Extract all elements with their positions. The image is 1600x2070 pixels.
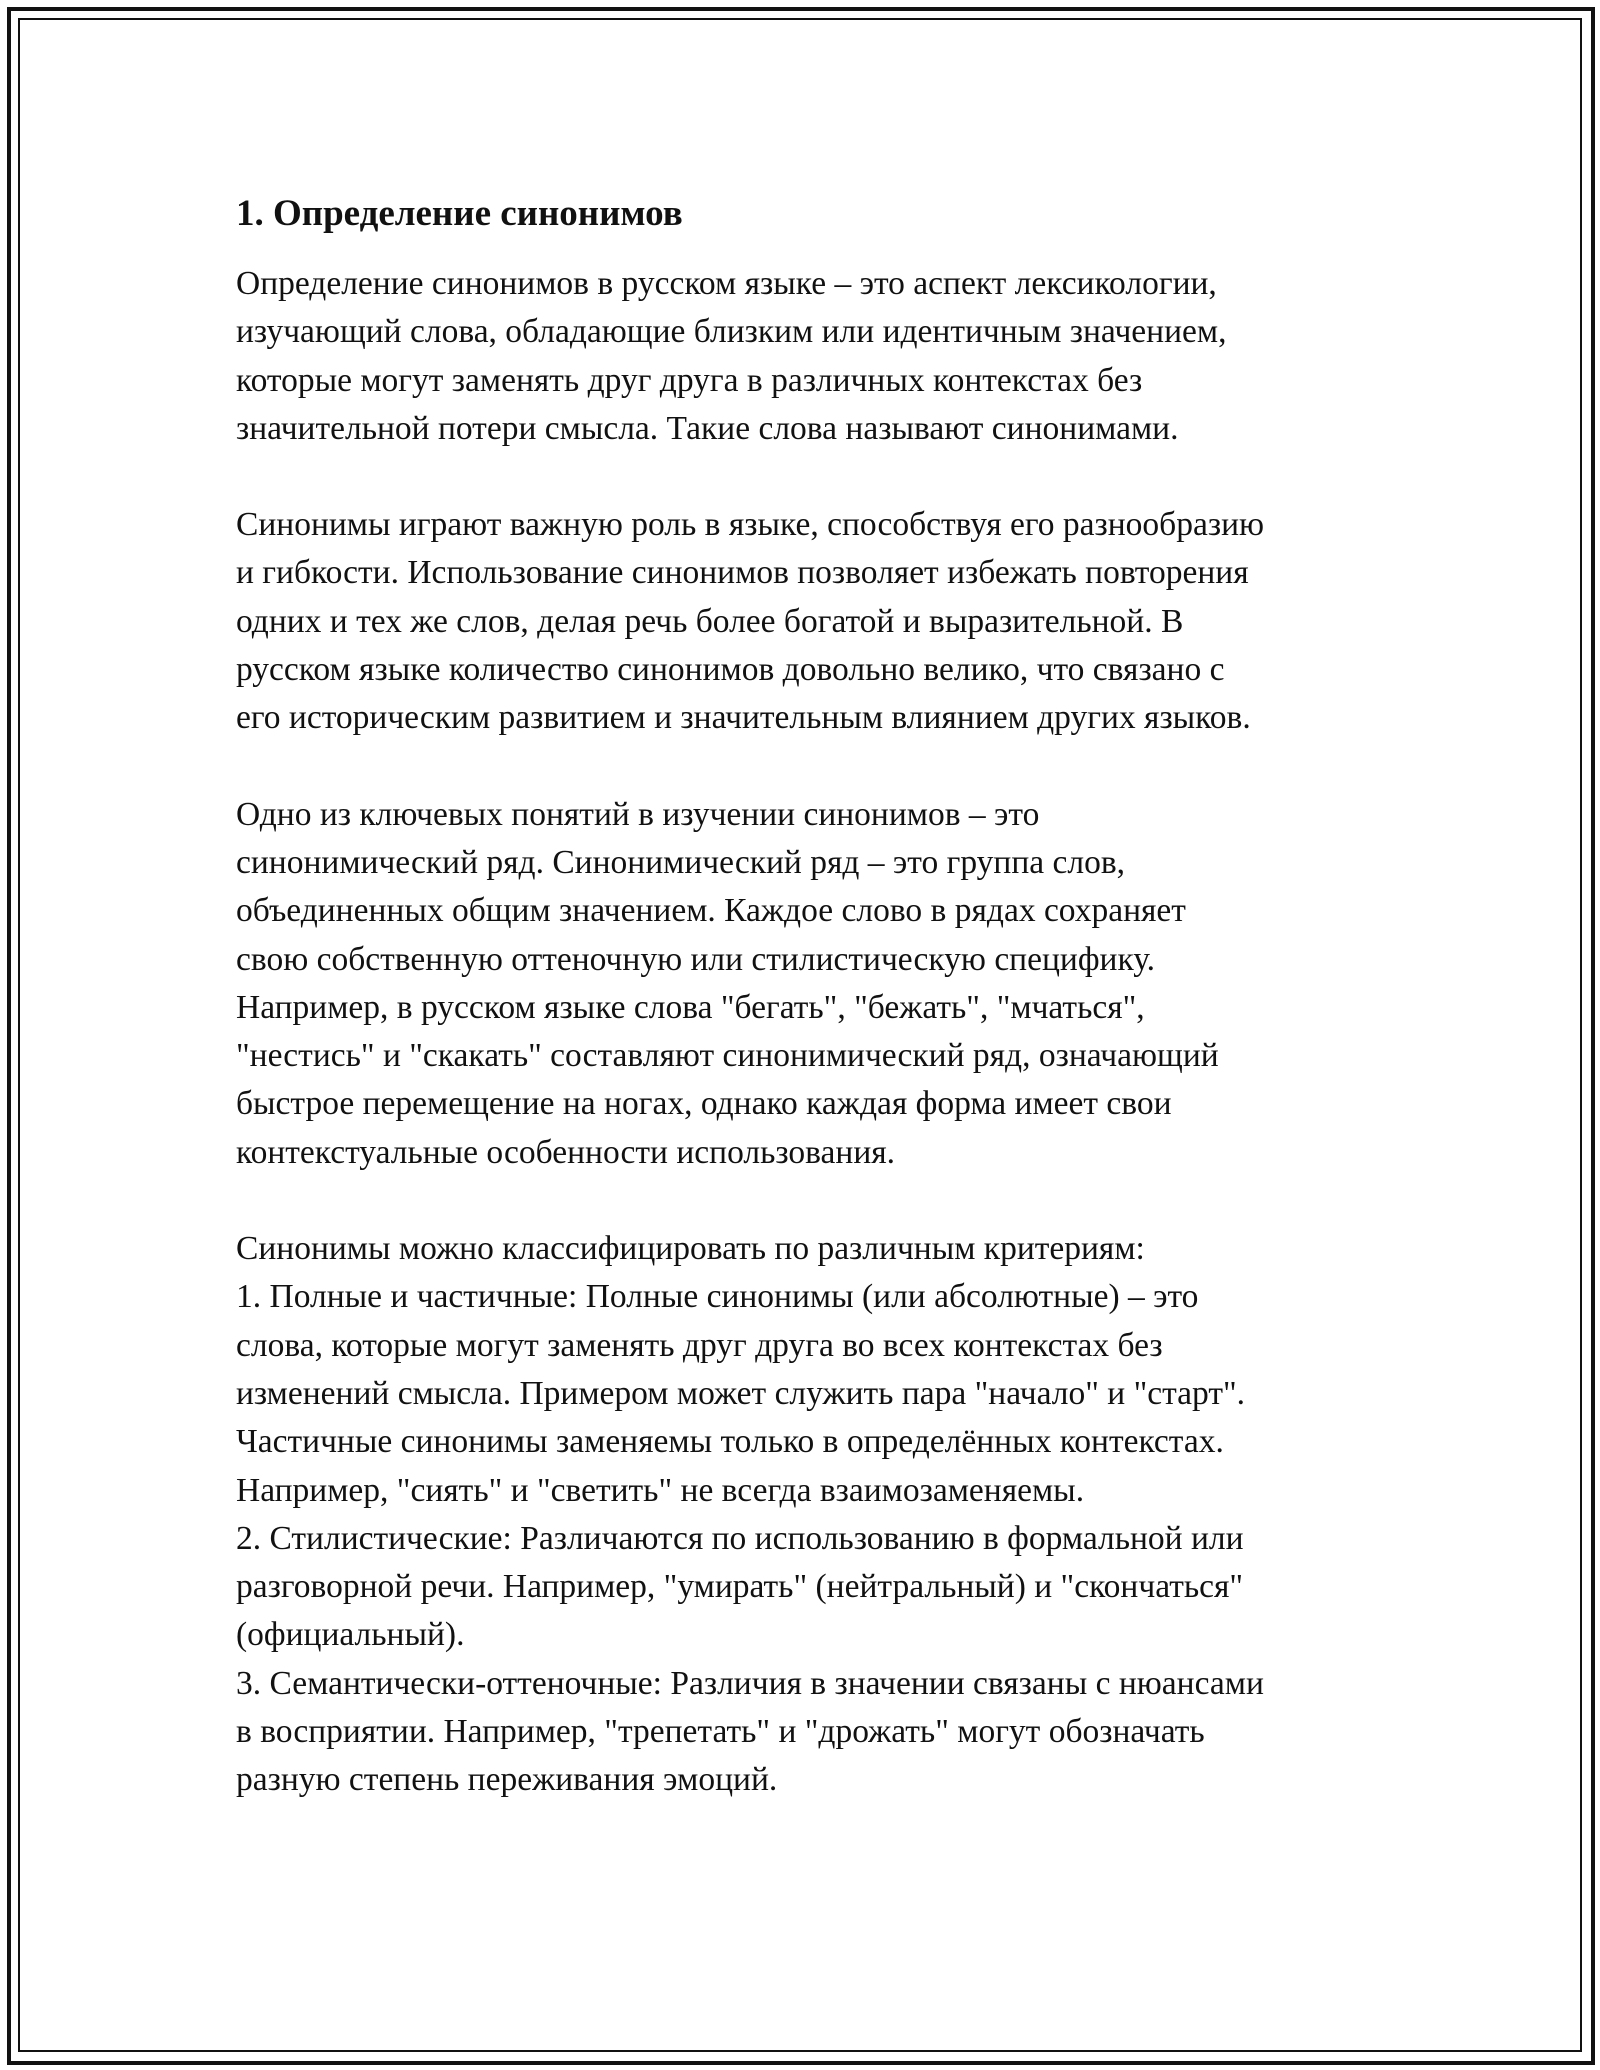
paragraph-role: Синонимы играют важную роль в языке, способствуя его разнообразию и гибкости. Использование синонимов позволяет избежать повторения одних и тех же слов, делая речь более богатой и выразительной. В русском языке количество синонимов довольно велико, что связано с его историческим развитием и значительным влиянием других языков. xyxy=(236,506,1265,737)
document-body xyxy=(236,190,1396,1805)
section-heading: 1. Определение синонимов xyxy=(236,193,683,234)
paragraph-definition: Определение синонимов в русском языке – это аспект лексикологии, изучающий слова, обладающие близким или идентичным значением, которые могут заменять друг друга в различных контекстах без значительной потери смысла. Такие слова называют синонимами. xyxy=(236,265,1227,447)
paragraph-classification: Синонимы можно классифицировать по различным критериям: 1. Полные и частичные: Полные синонимы (или абсолютные) – это слова, которые могут заменять друг друга во всех контекстах без изменений смысла. Примером может служить пара "начало" и "старт". Частичные синонимы заменяемы только в определённых контекстах. Например, "сиять" и "светить" не всегда взаимозаменяемы. 2. Стилистические: Различаются по использованию в формальной или разговорной речи. Например, "умирать" (нейтральный) и "скончаться" (официальный). 3. Семантически-оттеночные: Различия в значении связаны с нюансами в восприятии. Например, "трепетать" и "дрожать" могут обозначать разную степень переживания эмоций. xyxy=(236,1230,1264,1799)
paragraph-synonymic-series: Одно из ключевых понятий в изучении синонимов – это синонимический ряд. Синонимический ряд – это группа слов, объединенных общим значением. Каждое слово в рядах сохраняет свою собственную оттеночную или стилистическую специфику. Например, в русском языке слова "бегать", "бежать", "мчаться", "нестись" и "скакать" составляют синонимический ряд, означающий быстрое перемещение на ногах, однако каждая форма имеет свои контекстуальные особенности использования. xyxy=(236,795,1219,1171)
